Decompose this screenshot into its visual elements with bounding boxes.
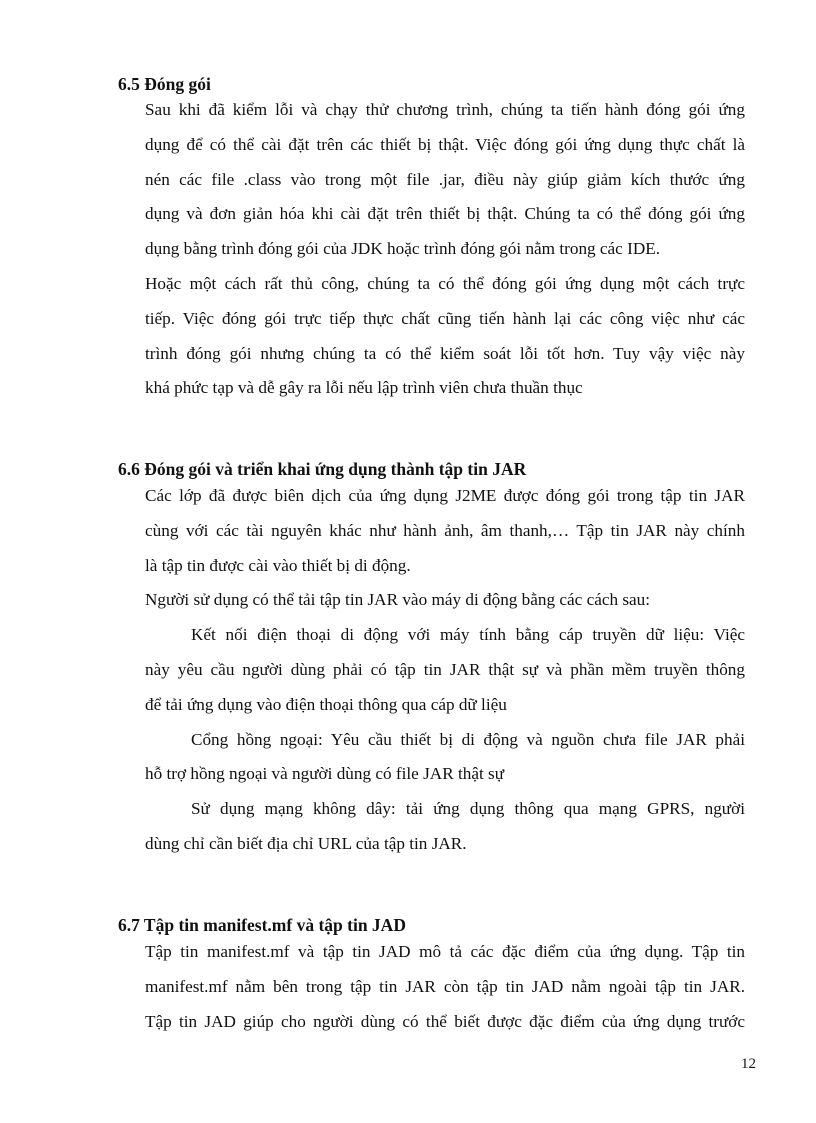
paragraph-line: tiếp. Việc đóng gói trực tiếp thực chất cũng tiến hành lại các công việc như các (145, 308, 745, 328)
paragraph-line: Hoặc một cách rất thủ công, chúng ta có thể đóng gói ứng dụng một cách trực (145, 273, 745, 293)
paragraph-line: cùng với các tài nguyên khác như hành ảnh, âm thanh,… Tập tin JAR này chính (145, 520, 745, 540)
list-item-line: hỗ trợ hồng ngoại và người dùng có file JAR thật sự (145, 764, 505, 784)
paragraph-line: nén các file .class vào trong một file .jar, điều này giúp giảm kích thước ứng (145, 169, 745, 189)
list-item-line: Sử dụng mạng không dây: tải ứng dụng thông qua mạng GPRS, người (191, 799, 745, 819)
list-item-line: Kết nối điện thoại di động với máy tính bằng cáp truyền dữ liệu: Việc (191, 625, 745, 645)
paragraph-line: dụng và đơn giản hóa khi cài đặt trên thiết bị thật. Chúng ta có thể đóng gói ứng (145, 204, 745, 224)
paragraph-line: là tập tin được cài vào thiết bị di động. (145, 555, 411, 575)
list-item-line: Cổng hồng ngoại: Yêu cầu thiết bị di động và nguồn chưa file JAR phải (191, 729, 745, 749)
list-item-line: dùng chỉ cần biết địa chỉ URL của tập tin JAR. (145, 833, 467, 853)
paragraph-line: dụng để có thể cài đặt trên các thiết bị thật. Việc đóng gói ứng dụng thực chất là (145, 134, 745, 154)
paragraph-line: Các lớp đã được biên dịch của ứng dụng J2ME được đóng gói trong tập tin JAR (145, 486, 745, 505)
list-item-line: này yêu cầu người dùng phải có tập tin JAR thật sự và phần mềm truyền thông (145, 659, 745, 679)
list-item-line: để tải ứng dụng vào điện thoại thông qua cáp dữ liệu (145, 694, 507, 714)
paragraph-line: khá phức tạp và dễ gây ra lỗi nếu lập trình viên chưa thuần thục (145, 378, 583, 398)
page-number: 12 (741, 1056, 756, 1072)
paragraph-line: dụng bằng trình đóng gói của JDK hoặc trình đóng gói nằm trong các IDE. (145, 239, 661, 259)
paragraph-line: Tập tin JAD giúp cho người dùng có thể biết được đặc điểm của ứng dụng trước (145, 1011, 745, 1031)
section-body-6-6 (145, 479, 745, 862)
paragraph-line: Tập tin manifest.mf và tập tin JAD mô tả các đặc điểm của ứng dụng. Tập tin (145, 942, 745, 961)
section-body-6-7 (145, 935, 745, 1039)
section-heading-6-7: 6.7 Tập tin manifest.mf và tập tin JAD (118, 915, 406, 935)
paragraph-line: manifest.mf nằm bên trong tập tin JAR còn tập tin JAD nằm ngoài tập tin JAR. (145, 976, 745, 996)
section-body-6-5 (145, 93, 745, 406)
section-heading-6-6: 6.6 Đóng gói và triển khai ứng dụng thành tập tin JAR (118, 459, 527, 479)
paragraph-line: Người sử dụng có thể tải tập tin JAR vào máy di động bằng các cách sau: (145, 590, 651, 610)
section-heading-6-5: 6.5 Đóng gói (118, 74, 211, 94)
paragraph-line: Sau khi đã kiểm lỗi và chạy thử chương trình, chúng ta tiến hành đóng gói ứng (145, 100, 745, 119)
paragraph-line: trình đóng gói nhưng chúng ta có thể kiểm soát lỗi tốt hơn. Tuy vậy việc này (145, 343, 745, 363)
